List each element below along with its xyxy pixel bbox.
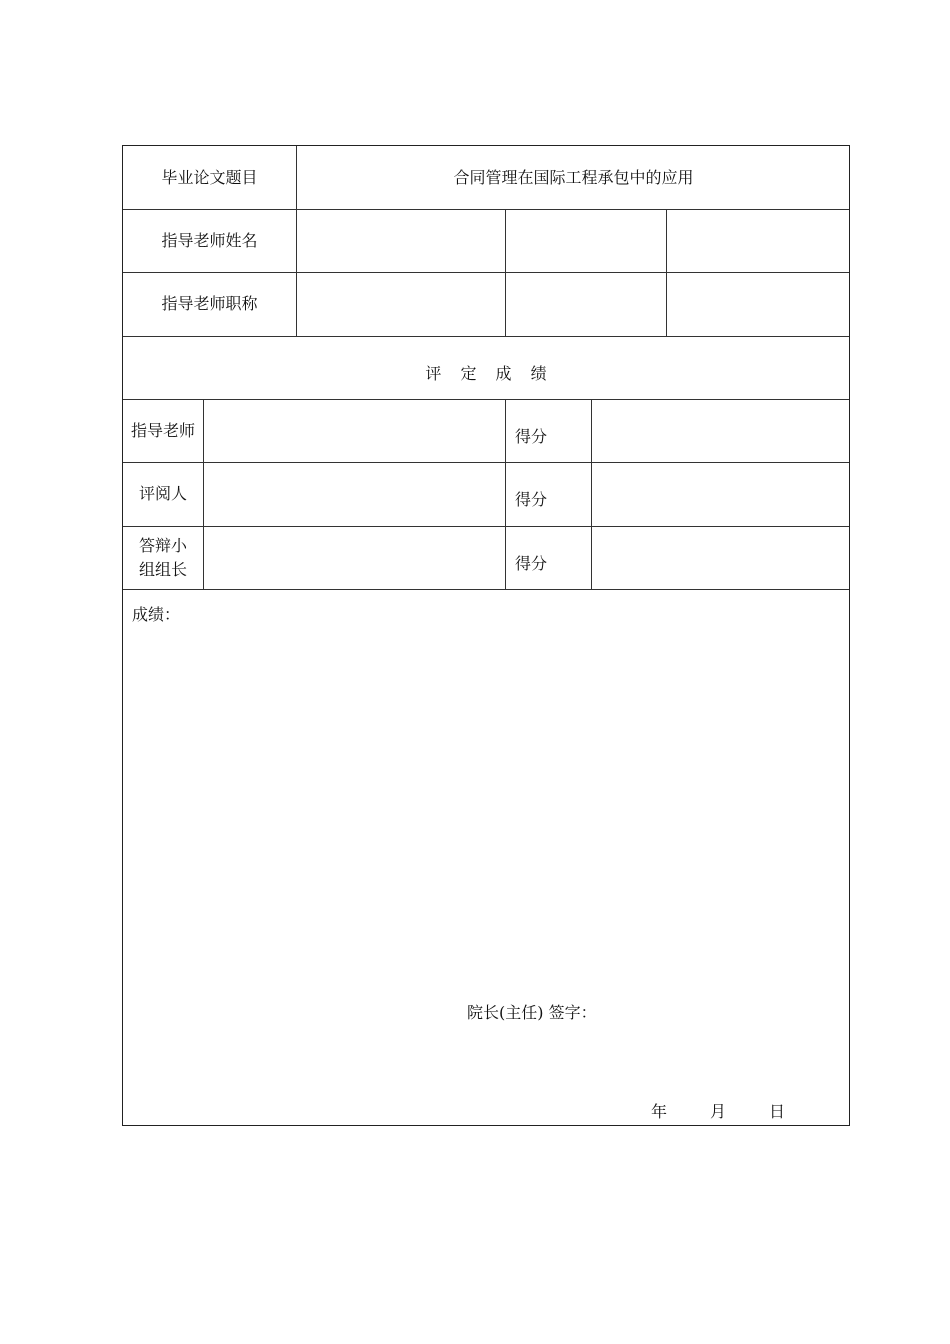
column-divider <box>505 399 506 589</box>
row-divider <box>123 462 849 463</box>
evaluation-heading: 评 定 成 绩 <box>425 364 547 383</box>
row-divider <box>123 209 849 210</box>
grade-label: 成绩： <box>132 605 181 624</box>
date-day-label: 日 <box>769 1102 786 1121</box>
column-divider <box>203 399 204 589</box>
row-divider <box>123 399 849 400</box>
reviewer-row-label: 评阅人 <box>138 484 187 503</box>
defense-leader-row-label: 答辩小组组长 <box>138 536 187 579</box>
column-divider <box>591 399 592 589</box>
date-year-label: 年 <box>651 1102 668 1121</box>
row-divider <box>123 336 849 337</box>
row-divider <box>123 589 849 590</box>
score-label: 得分 <box>515 490 548 509</box>
row-divider <box>123 526 849 527</box>
thesis-title-label: 毕业论文题目 <box>161 168 258 187</box>
advisor-row-label: 指导老师 <box>130 421 195 440</box>
score-label: 得分 <box>515 554 548 573</box>
advisor-name-label: 指导老师姓名 <box>161 231 258 250</box>
signature-label: 院长(主任) 签字： <box>467 1003 597 1022</box>
score-label: 得分 <box>515 427 548 446</box>
thesis-title-value: 合同管理在国际工程承包中的应用 <box>453 168 694 187</box>
date-month-label: 月 <box>710 1102 727 1121</box>
column-divider <box>666 209 667 336</box>
column-divider <box>505 209 506 336</box>
advisor-title-label: 指导老师职称 <box>161 294 258 313</box>
row-divider <box>123 272 849 273</box>
